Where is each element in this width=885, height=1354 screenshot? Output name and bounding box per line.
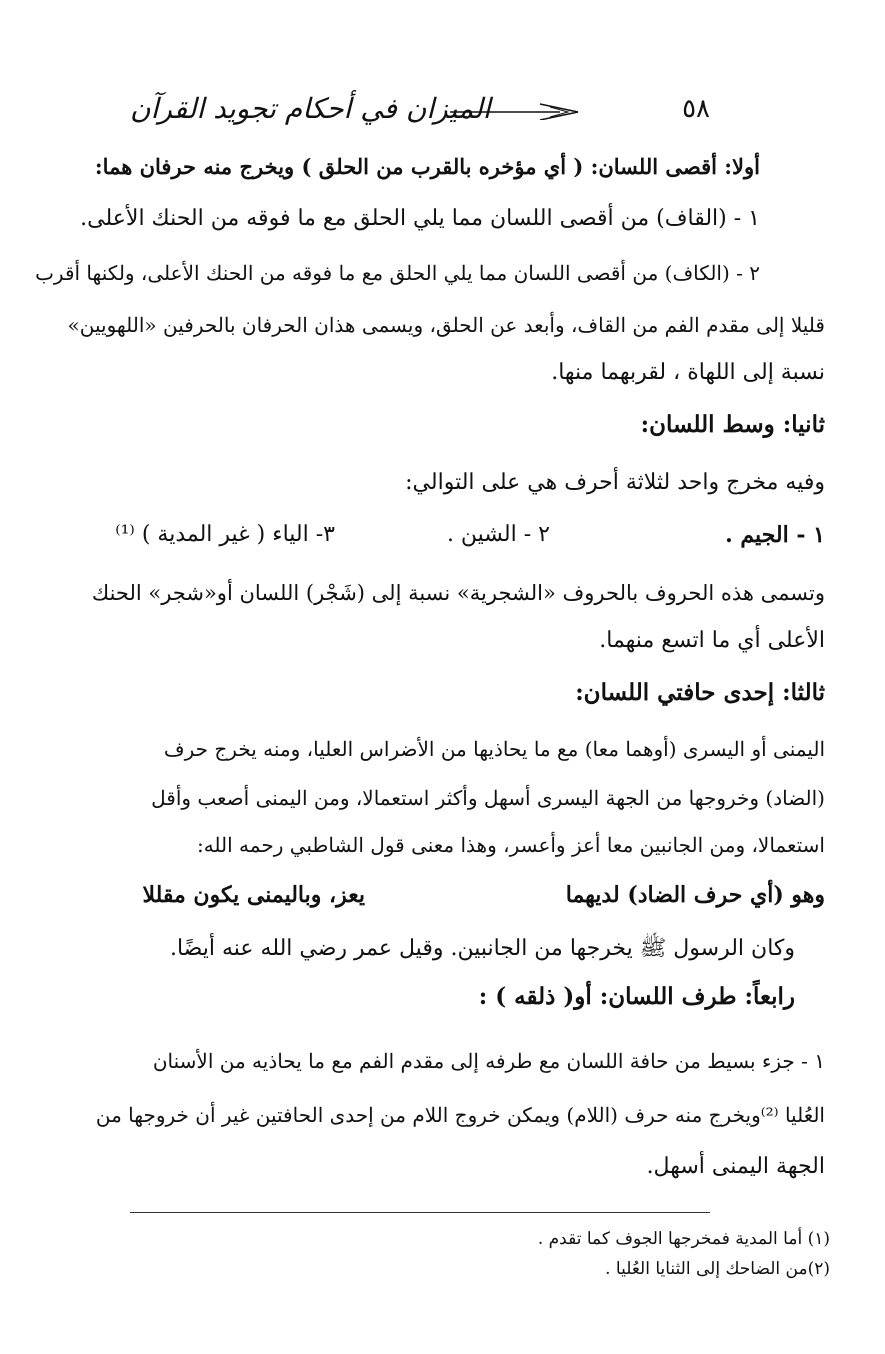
section-heading-4: رابعاً: طرف اللسان: أو( ذلقه ) : <box>478 983 795 1010</box>
paragraph-line: الجهة اليمنى أسهل. <box>646 1154 825 1179</box>
paragraph-line: (الضاد) وخروجها من الجهة اليسرى أسهل وأكثر استعمالا، ومن اليمنى أصعب وأقل <box>151 786 825 810</box>
footnote-rule <box>130 1212 710 1213</box>
paragraph-line: الأعلى أي ما اتسع منهما. <box>599 628 825 653</box>
section-heading-3: ثالثا: إحدى حافتي اللسان: <box>575 679 825 706</box>
paragraph-line: وتسمى هذه الحروف بالحروف «الشجرية» نسبة إلى (شَجْر) اللسان أو«شجر» الحنك <box>91 581 825 605</box>
page-number: ٥٨ <box>682 94 710 124</box>
page-header <box>120 90 710 134</box>
verse-hemistich-left: يعز، وباليمنى يكون مقللا <box>142 882 365 908</box>
letter-item: ١ - الجيم . <box>725 522 825 548</box>
paragraph-line: ١ - جزء بسيط من حافة اللسان مع طرفه إلى مقدم الفم مع ما يحاذيه من الأسنان <box>152 1049 825 1073</box>
paragraph-line: ٢ - (الكاف) من أقصى اللسان مما يلي الحلق مع ما فوقه من الحنك الأعلى، ولكنها أقرب <box>35 261 760 285</box>
footnote-2: (٢)من الضاحك إلى الثنايا العُليا . <box>605 1259 830 1279</box>
section-heading-1: أولا: أقصى اللسان: ( أي مؤخره بالقرب من الحلق ) ويخرج منه حرفان هما: <box>94 154 760 179</box>
running-title: الميزان في أحكام تجويد القرآن <box>130 92 491 125</box>
verse-hemistich-right: وهو (أي حرف الضاد) لديهما <box>565 882 825 908</box>
paragraph-line: ١ - (القاف) من أقصى اللسان مما يلي الحلق مع ما فوقه من الحنك الأعلى. <box>80 206 760 231</box>
paragraph-line: نسبة إلى اللهاة ، لقربهما منها. <box>551 360 825 385</box>
footnote-1: (١) أما المدية فمخرجها الجوف كما تقدم . <box>537 1229 830 1249</box>
letter-item: ٣- الياء ( غير المدية ) ⁽¹⁾ <box>115 522 335 547</box>
letter-item: ٢ - الشين . <box>446 522 550 547</box>
paragraph-line: اليمنى أو اليسرى (أوهما معا) مع ما يحاذيها من الأضراس العليا، ومنه يخرج حرف <box>163 737 825 761</box>
paragraph-line: قليلا إلى مقدم الفم من القاف، وأبعد عن الحلق، ويسمى هذان الحرفان بالحرفين «اللهويين» <box>67 313 825 337</box>
paragraph-line: استعمالا، ومن الجانبين معا أعز وأعسر، وهذا معنى قول الشاطبي رحمه الله: <box>196 833 825 857</box>
section-heading-2: ثانيا: وسط اللسان: <box>640 411 825 438</box>
paragraph-line: العُليا ⁽²⁾ويخرج منه حرف (اللام) ويمكن خروج اللام من إحدى الحافتين غير أن خروجها من <box>95 1103 825 1127</box>
paragraph-line: وكان الرسول ﷺ يخرجها من الجانبين. وقيل عمر رضي الله عنه أيضًا. <box>169 936 795 961</box>
paragraph-line: وفيه مخرج واحد لثلاثة أحرف هي على التوالي: <box>405 470 825 495</box>
